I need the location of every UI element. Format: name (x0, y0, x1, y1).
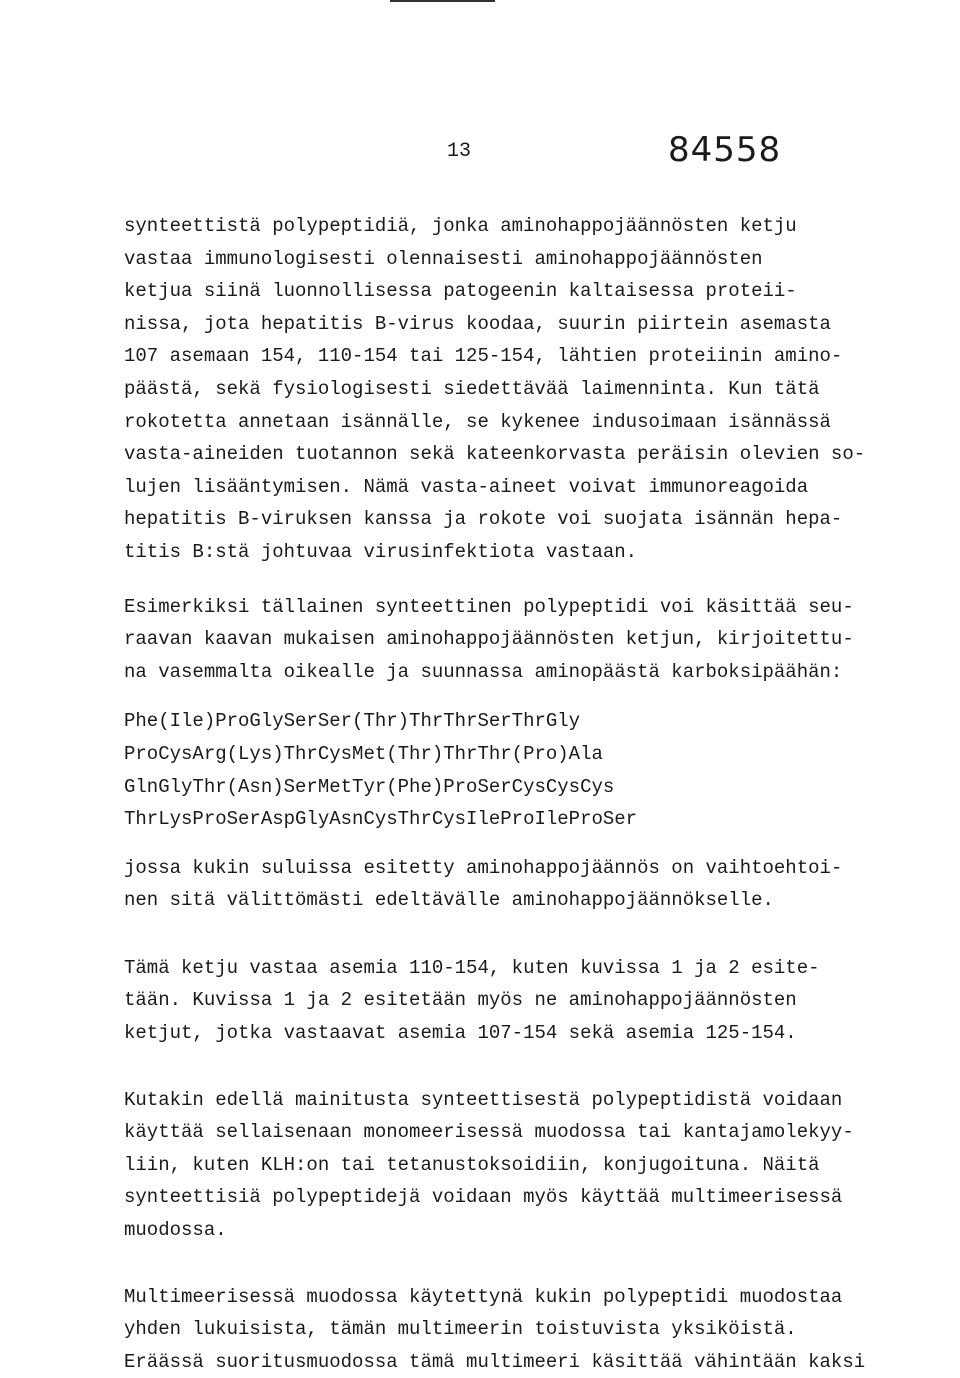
document-body (124, 210, 960, 1378)
amino-acid-sequence: Phe(Ile)ProGlySerSer(Thr)ThrThrSerThrGly ProCysArg(Lys)ThrCysMet(Thr)ThrThr(Pro)Ala GlnGlyThr(Asn)SerMetTyr(Phe)ProSerCysCysCys ThrLysProSerAspGlyAsnCysThrCysIleProIleProSer (124, 710, 638, 831)
paragraph-monomeric-form: Kutakin edellä mainitusta synteettisestä polypeptidistä voidaan käyttää sellaisenaan monomeerisessä muodossa tai kantajamolekyy- liin, kuten KLH:on tai tetanustoksoidiin, konjugoituna. Näitä synteettisiä polypeptidejä voidaan myös käyttää multimeerisessä muodossa. (124, 1088, 854, 1242)
paragraph-vaccine-description: synteettistä polypeptidiä, jonka aminohappojäännösten ketju vastaa immunologisesti olennaisesti aminohappojäännösten ketjua siinä luonnollisessa patogeenin kaltaisessa proteii- nissa, jota hepatitis B-virus koodaa, suurin piirtein asemasta 107 asemaan 154, 110-154 tai 125-154, lähtien proteiinin amino- päästä, sekä fysiologisesti siedettävää laimenninta. Kun tätä rokotetta annetaan isännälle, se kykenee indusoimaan isännässä vasta-aineiden tuotannon sekä kateenkorvasta peräisin olevien so- lujen lisääntymisen. Nämä vasta-aineet voivat immunoreagoida hepatitis B-viruksen kanssa ja rokote voi suojata isännän hepa- titis B:stä johtuvaa virusinfektiota vastaan. (124, 215, 866, 563)
paragraph-example-intro: Esimerkiksi tällainen synteettinen polypeptidi voi käsittää seu- raavan kaavan mukaisen aminohappojäännösten ketjun, kirjoitettu- na vasemmalta oikealle ja suunnassa aminopäästä karboksipäähän: (124, 595, 854, 683)
paragraph-alternative-residues: jossa kukin suluissa esitetty aminohappojäännös on vaihtoehtoi- nen sitä välittömästi edeltävälle aminohappojäännökselle. (124, 856, 843, 912)
paragraph-positions: Tämä ketju vastaa asemia 110-154, kuten kuvissa 1 ja 2 esite- tään. Kuvissa 1 ja 2 esitetään myös ne aminohappojäännösten ketjut, jotka vastaavat asemia 107-154 sekä asemia 125-154. (124, 956, 820, 1045)
paragraph-multimeric-form: Multimeerisessä muodossa käytettynä kukin polypeptidi muodostaa yhden lukuisista, tämän multimeerin toistuvista yksiköistä. Eräässä suoritusmuodossa tämä multimeeri käsittää vähintään kaksi (124, 1285, 866, 1373)
document-number: 84558 (668, 130, 782, 170)
top-rule (390, 0, 495, 2)
page-number: 13 (447, 140, 472, 163)
